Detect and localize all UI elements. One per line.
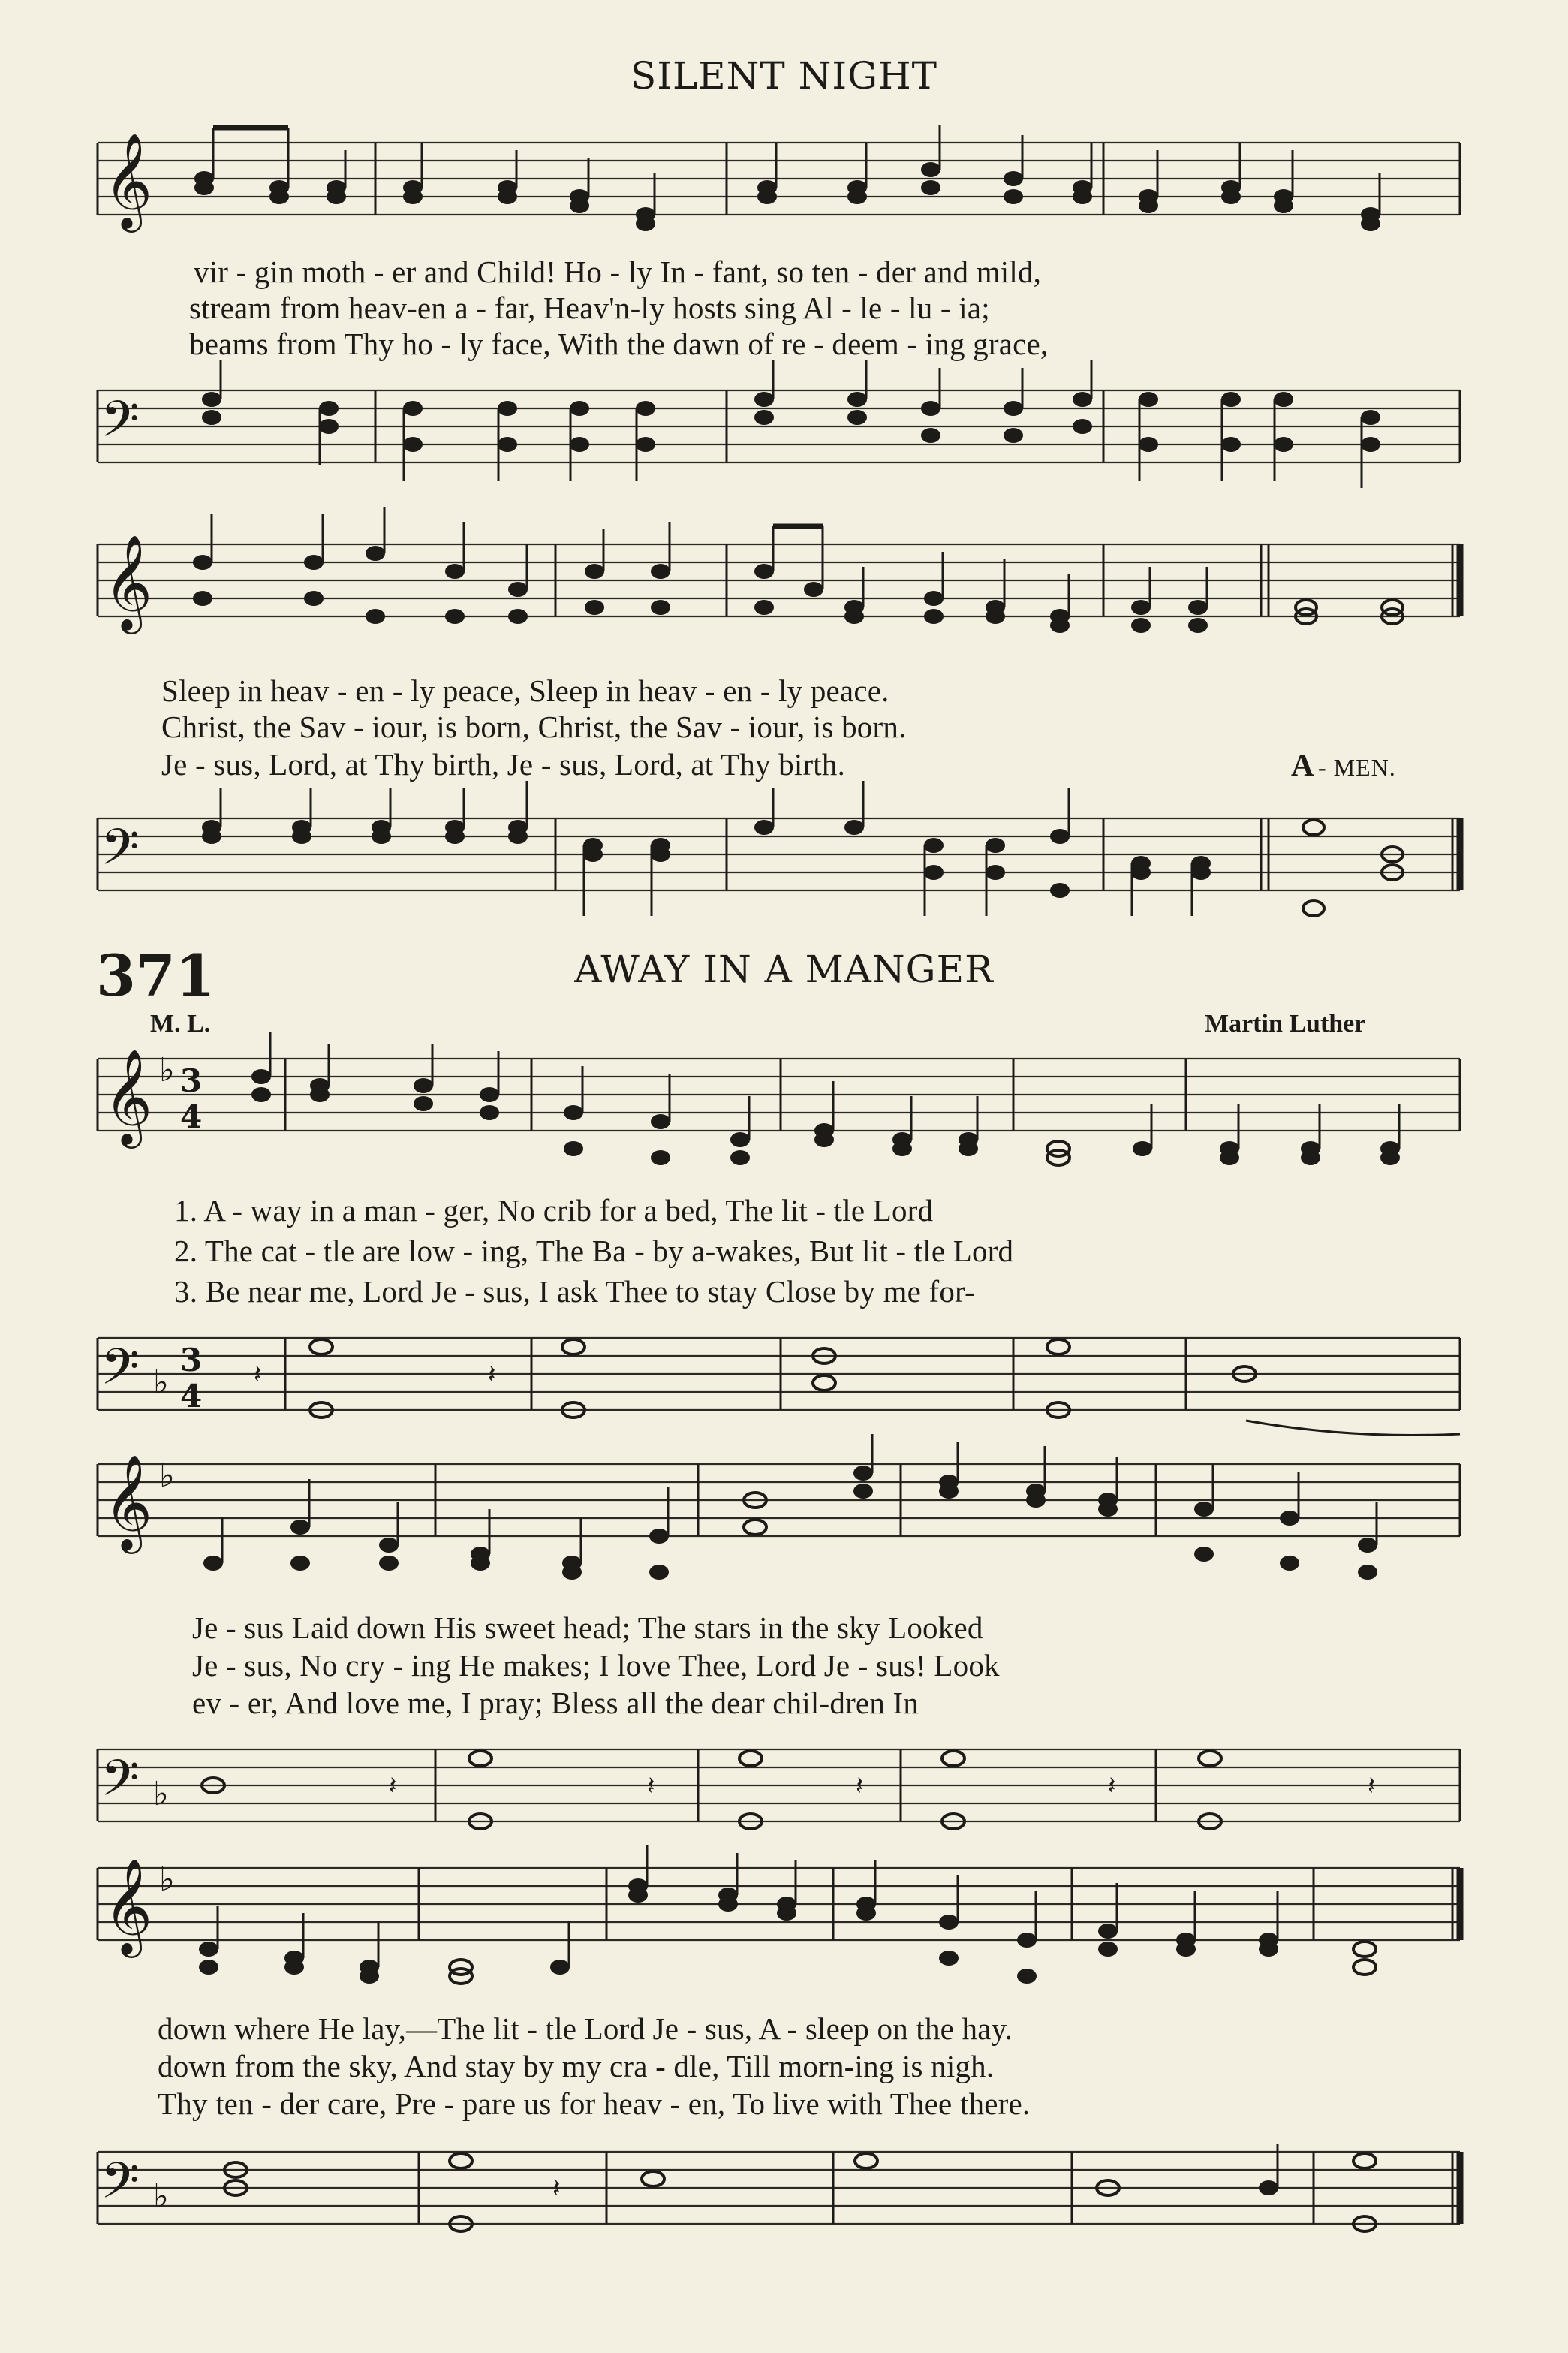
svg-text:𝄽: 𝄽: [1368, 1771, 1376, 1801]
flat-icon: ♭: [159, 1860, 175, 1899]
svg-text:𝄽: 𝄽: [488, 1360, 496, 1390]
lyric-line: Je - sus, Lord, at Thy birth, Je - sus, Lord, at Thy birth.: [161, 747, 846, 782]
bass-clef-icon: 𝄢: [101, 1749, 140, 1819]
hymn-title-silent-night: SILENT NIGHT: [630, 54, 938, 98]
bass-staff-manger-2: [0, 1749, 1568, 1839]
treble-clef-icon: 𝄞: [104, 1454, 153, 1550]
hymn-title-away-in-a-manger: AWAY IN A MANGER: [574, 948, 994, 991]
lyric-line: Sleep in heav - en - ly peace, Sleep in heav - en - ly peace.: [161, 673, 889, 708]
flat-icon: ♭: [159, 1051, 175, 1089]
treble-clef-icon: 𝄞: [104, 1857, 153, 1954]
treble-clef-icon: 𝄞: [104, 132, 153, 228]
lyric-line: 1. A - way in a man - ger, No crib for a bed, The lit - tle Lord: [174, 1193, 934, 1228]
svg-text:𝄽: 𝄽: [552, 2174, 561, 2204]
lyric-line: down where He lay,—The lit - tle Lord Je - sus, A - sleep on the hay.: [158, 2011, 1013, 2046]
lyric-line: 3. Be near me, Lord Je - sus, I ask Thee to stay Close by me for-: [174, 1274, 975, 1309]
bass-staff-system-2: [0, 818, 1568, 908]
bass-clef-icon: 𝄢: [101, 818, 140, 888]
bass-clef-icon: 𝄢: [101, 2152, 140, 2222]
lyric-line: Je - sus Laid down His sweet head; The stars in the sky Looked: [192, 1610, 983, 1645]
flat-icon: ♭: [153, 1363, 169, 1402]
bass-clef-icon: 𝄢: [101, 1338, 140, 1408]
words-attribution: M. L.: [150, 1010, 211, 1038]
lyric-line: ev - er, And love me, I pray; Bless all the dear chil-dren In: [192, 1686, 919, 1720]
time-signature-top: 3: [180, 1062, 203, 1099]
treble-staff-manger-1: [0, 1048, 1568, 1164]
svg-text:𝄽: 𝄽: [856, 1771, 864, 1801]
svg-text:𝄽: 𝄽: [1108, 1771, 1116, 1801]
lyric-line: Thy ten - der care, Pre - pare us for heav - en, To live with Thee there.: [158, 2086, 1031, 2121]
amen-a: A: [1291, 749, 1314, 783]
lyric-line: stream from heav-en a - far, Heav'n-ly hosts sing Al - le - lu - ia;: [189, 291, 990, 325]
lyric-line: beams from Thy ho - ly face, With the dawn of re - deem - ing grace,: [189, 327, 1049, 361]
time-signature-bottom: 4: [180, 1098, 203, 1135]
flat-icon: ♭: [159, 1457, 175, 1495]
flat-icon: ♭: [153, 1775, 169, 1813]
amen-men: - MEN.: [1318, 754, 1396, 781]
lyric-line: down from the sky, And stay by my cra - dle, Till morn-ing is nigh.: [158, 2049, 995, 2083]
treble-clef-icon: 𝄞: [104, 534, 153, 630]
bass-clef-icon: 𝄢: [101, 390, 140, 460]
lyric-line: Je - sus, No cry - ing He makes; I love Thee, Lord Je - sus! Look: [192, 1648, 1000, 1683]
bass-staff-manger-1: [0, 1338, 1568, 1428]
bass-staff-system-1: [0, 390, 1568, 481]
hymn-number: 371: [96, 942, 215, 1009]
treble-staff-manger-2: [0, 1454, 1568, 1569]
bass-staff-manger-3: [0, 2152, 1568, 2242]
treble-clef-icon: 𝄞: [104, 1048, 153, 1144]
svg-text:𝄽: 𝄽: [389, 1771, 397, 1801]
lyric-line: vir - gin moth - er and Child! Ho - ly In - fant, so ten - der and mild,: [194, 255, 1042, 289]
treble-staff-manger-3: [0, 1857, 1568, 1973]
music-attribution: Martin Luther: [1205, 1010, 1366, 1038]
flat-icon: ♭: [153, 2177, 169, 2216]
svg-text:𝄽: 𝄽: [647, 1771, 655, 1801]
svg-text:4: 4: [180, 1378, 203, 1415]
lyric-line: 2. The cat - tle are low - ing, The Ba - by a-wakes, But lit - tle Lord: [174, 1234, 1014, 1268]
svg-text:𝄽: 𝄽: [254, 1360, 262, 1390]
treble-staff-system-2: [0, 534, 1568, 634]
treble-staff-system-1: [0, 132, 1568, 233]
lyric-line: Christ, the Sav - iour, is born, Christ, the Sav - iour, is born.: [161, 710, 907, 744]
svg-text:3: 3: [180, 1342, 203, 1378]
